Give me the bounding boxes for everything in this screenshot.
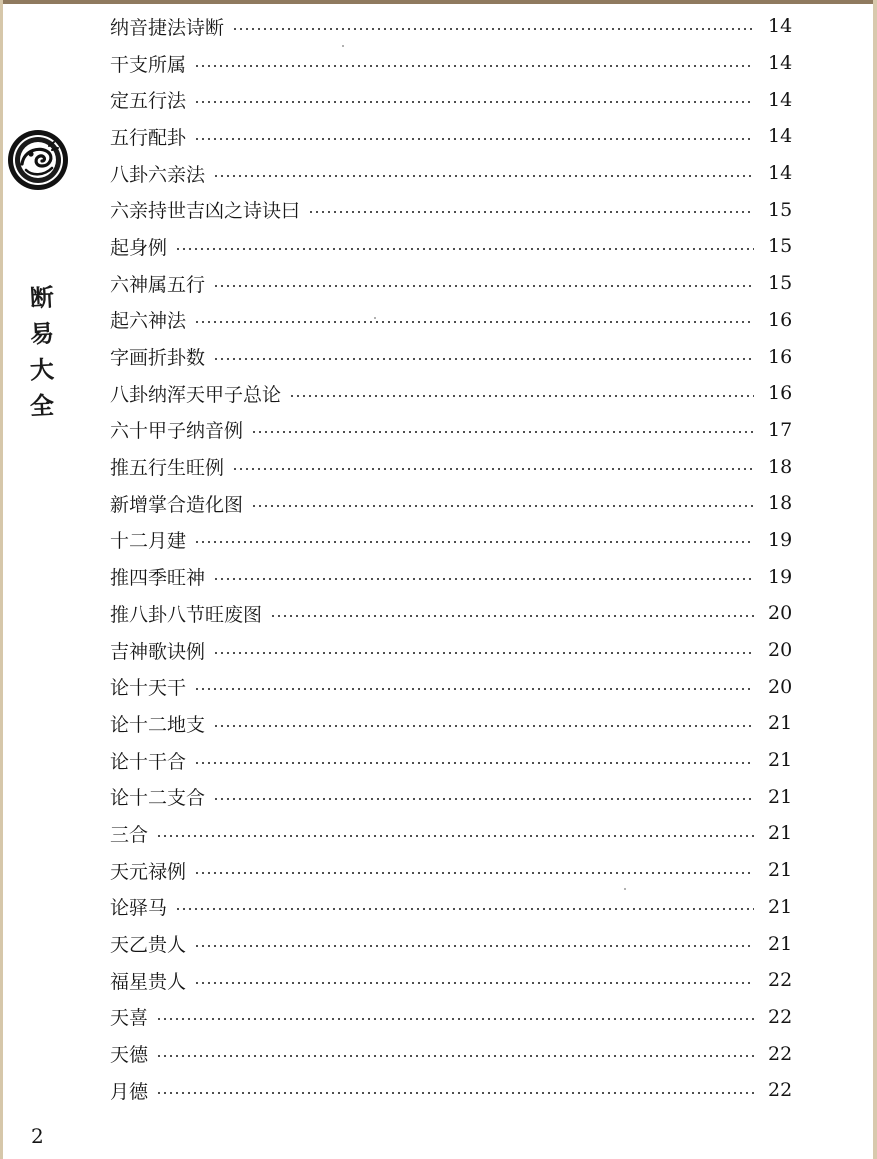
toc-entry-page: 14 <box>768 88 793 111</box>
toc-entry-title: 天德 <box>110 1044 149 1067</box>
toc-entry-page: 16 <box>768 308 793 331</box>
dot-leader <box>156 1092 754 1094</box>
dot-leader <box>232 28 754 30</box>
toc-entry-title: 字画折卦数 <box>110 347 206 370</box>
dot-leader <box>251 431 754 433</box>
toc-entry-page: 21 <box>768 932 793 955</box>
toc-entry-page: 17 <box>768 418 793 441</box>
toc-entry[interactable] <box>110 485 793 522</box>
toc-entry[interactable] <box>110 778 793 815</box>
dot-leader <box>308 211 754 213</box>
toc-entry-title: 论十二支合 <box>110 787 206 810</box>
page-number: 2 <box>31 1124 44 1148</box>
dot-leader <box>194 541 754 543</box>
dot-leader <box>175 248 754 250</box>
toc-entry-page: 21 <box>768 859 793 882</box>
toc-entry-page: 22 <box>768 969 793 992</box>
dot-leader <box>194 101 754 103</box>
toc-entry-page: 16 <box>768 345 793 368</box>
toc-entry[interactable] <box>110 81 793 118</box>
toc-entry-title: 干支所属 <box>110 53 187 76</box>
toc-entry-page: 20 <box>768 602 793 625</box>
page-top-edge <box>0 0 877 4</box>
toc-entry-page: 18 <box>768 492 793 515</box>
dot-leader <box>289 395 754 397</box>
toc-entry-title: 纳音捷法诗断 <box>110 16 225 39</box>
toc-entry[interactable] <box>110 228 793 265</box>
toc-entry-title: 天喜 <box>110 1007 149 1030</box>
toc-entry[interactable] <box>110 999 793 1036</box>
toc-entry[interactable] <box>110 925 793 962</box>
dragon-seal-icon <box>6 128 70 192</box>
toc-entry-page: 19 <box>768 528 793 551</box>
toc-entry-page: 15 <box>768 272 793 295</box>
dot-leader <box>194 138 754 140</box>
toc-entry-page: 22 <box>768 1042 793 1065</box>
dot-leader <box>251 505 754 507</box>
side-title-char: 全 <box>29 390 55 421</box>
toc-entry-page: 16 <box>768 382 793 405</box>
dot-leader <box>156 835 754 837</box>
toc-entry-title: 起身例 <box>110 236 168 259</box>
toc-entry-title: 天乙贵人 <box>110 934 187 957</box>
toc-entry[interactable] <box>110 889 793 926</box>
dot-leader <box>213 578 754 580</box>
paper-speck <box>624 888 626 890</box>
toc-entry-title: 六十甲子纳音例 <box>110 420 244 443</box>
toc-entry[interactable] <box>110 1035 793 1072</box>
toc-entry-title: 月德 <box>110 1080 149 1103</box>
dot-leader <box>175 908 754 910</box>
toc-entry-title: 推五行生旺例 <box>110 457 225 480</box>
page-right-edge <box>873 0 877 1159</box>
toc-entry-page: 21 <box>768 712 793 735</box>
dot-leader <box>194 321 754 323</box>
dot-leader <box>194 872 754 874</box>
side-book-title <box>27 283 57 421</box>
toc-entry-title: 天元禄例 <box>110 860 187 883</box>
toc-entry-page: 15 <box>768 235 793 258</box>
toc-entry-page: 14 <box>768 162 793 185</box>
toc-entry-page: 21 <box>768 895 793 918</box>
toc-entry-title: 五行配卦 <box>110 126 187 149</box>
toc-entry-title: 论驿马 <box>110 897 168 920</box>
toc-entry-title: 论十二地支 <box>110 713 206 736</box>
dot-leader <box>194 945 754 947</box>
toc-entry-title: 吉神歌诀例 <box>110 640 206 663</box>
toc-entry[interactable] <box>110 375 793 412</box>
toc-entry[interactable] <box>110 265 793 302</box>
dot-leader <box>156 1018 754 1020</box>
toc-entry-title: 推八卦八节旺废图 <box>110 603 263 626</box>
toc-entry[interactable] <box>110 191 793 228</box>
toc-entry[interactable] <box>110 962 793 999</box>
dot-leader <box>213 798 754 800</box>
toc-entry[interactable] <box>110 118 793 155</box>
dot-leader <box>213 725 754 727</box>
toc-entry[interactable] <box>110 155 793 192</box>
toc-entry-title: 八卦六亲法 <box>110 163 206 186</box>
toc-entry-title: 起六神法 <box>110 310 187 333</box>
toc-entry-page: 22 <box>768 1079 793 1102</box>
side-title-char: 易 <box>29 318 55 349</box>
dot-leader <box>194 65 754 67</box>
toc-entry-page: 20 <box>768 675 793 698</box>
toc-entry-title: 论十干合 <box>110 750 187 773</box>
dot-leader <box>156 1055 754 1057</box>
toc-entry-page: 15 <box>768 198 793 221</box>
toc-entry[interactable] <box>110 558 793 595</box>
toc-entry-page: 21 <box>768 785 793 808</box>
toc-entry[interactable] <box>110 632 793 669</box>
dot-leader <box>213 285 754 287</box>
toc-entry-page: 14 <box>768 15 793 38</box>
side-title-char: 断 <box>29 282 55 313</box>
paper-speck <box>342 45 344 47</box>
side-title-char: 大 <box>29 354 55 385</box>
dot-leader <box>194 762 754 764</box>
dot-leader <box>194 688 754 690</box>
toc-entry-title: 三合 <box>110 823 149 846</box>
toc-entry[interactable] <box>110 705 793 742</box>
toc-entry[interactable] <box>110 595 793 632</box>
toc-entry[interactable] <box>110 302 793 339</box>
toc-entry[interactable] <box>110 338 793 375</box>
toc-entry-page: 20 <box>768 639 793 662</box>
toc-entry-title: 六神属五行 <box>110 273 206 296</box>
toc-entry-page: 22 <box>768 1005 793 1028</box>
table-of-contents <box>110 8 793 1109</box>
toc-entry-title: 新增掌合造化图 <box>110 493 244 516</box>
toc-entry-title: 十二月建 <box>110 530 187 553</box>
toc-entry-page: 21 <box>768 749 793 772</box>
toc-entry-page: 21 <box>768 822 793 845</box>
toc-entry-title: 八卦纳浑天甲子总论 <box>110 383 282 406</box>
toc-entry[interactable] <box>110 45 793 82</box>
toc-entry-title: 论十天干 <box>110 677 187 700</box>
toc-entry[interactable] <box>110 522 793 559</box>
toc-entry[interactable] <box>110 1072 793 1109</box>
toc-entry-title: 推四季旺神 <box>110 567 206 590</box>
toc-entry[interactable] <box>110 815 793 852</box>
toc-entry-title: 福星贵人 <box>110 970 187 993</box>
dot-leader <box>270 615 754 617</box>
toc-entry-title: 六亲持世吉凶之诗诀曰 <box>110 200 301 223</box>
dot-leader <box>213 652 754 654</box>
toc-entry[interactable] <box>110 412 793 449</box>
toc-entry-page: 14 <box>768 125 793 148</box>
paper-speck <box>374 317 376 319</box>
dot-leader <box>213 175 754 177</box>
toc-entry-page: 18 <box>768 455 793 478</box>
page-left-edge <box>0 0 3 1159</box>
toc-entry[interactable] <box>110 448 793 485</box>
toc-entry[interactable] <box>110 852 793 889</box>
dot-leader <box>232 468 754 470</box>
dot-leader <box>213 358 754 360</box>
toc-entry-page: 14 <box>768 52 793 75</box>
toc-entry[interactable] <box>110 668 793 705</box>
toc-entry-page: 19 <box>768 565 793 588</box>
toc-entry[interactable] <box>110 742 793 779</box>
toc-entry-title: 定五行法 <box>110 90 187 113</box>
dot-leader <box>194 982 754 984</box>
toc-entry[interactable] <box>110 8 793 45</box>
